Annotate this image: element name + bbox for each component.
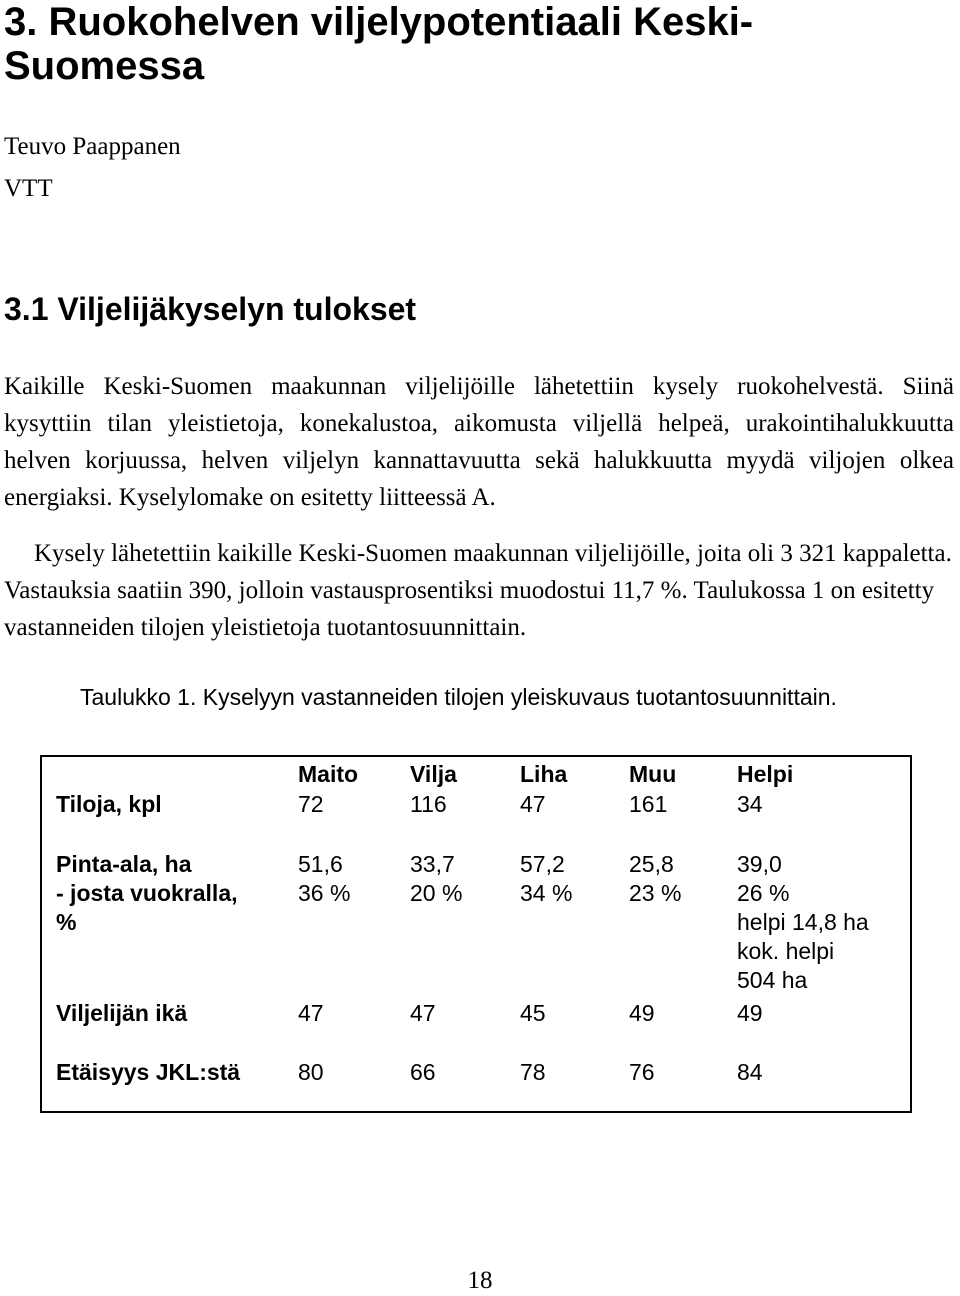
table-cell: 34: [737, 791, 763, 817]
table-cell: 49: [737, 1000, 763, 1026]
table-cell: 80: [298, 1059, 324, 1085]
row-label-pinta-ala: [56, 850, 238, 937]
table-cell: [520, 850, 572, 908]
cell-line: 33,7: [410, 851, 455, 877]
table-cell: [737, 850, 869, 995]
paragraph-response: Kysely lähetettiin kaikille Keski-Suomen maakunnan viljelijöille, joita oli 3 321 kappaletta. Vastauksia saatiin 390, jolloin vastausprosentiksi muodostui 11,7 %. Taulukossa 1 on esitetty vastanneiden tilojen yleistietoja tuotantosuunnittain.: [4, 540, 952, 641]
column-header-liha: Liha: [520, 761, 568, 787]
cell-line: 20 %: [410, 880, 463, 906]
cell-line: 36 %: [298, 880, 351, 906]
table-cell: 161: [629, 791, 668, 817]
table-cell: 47: [410, 1000, 436, 1026]
page-number: 18: [467, 1267, 493, 1294]
cell-line: 34 %: [520, 880, 573, 906]
paragraph-intro: Kaikille Keski-Suomen maakunnan viljelijöille lähetettiin kysely ruokohelvestä. Siinä kysyttiin tilan yleistietoja, konekalustoa, aikomusta viljellä helpeä, urakointihalukkuutta helven korjuussa, helven viljelyn kannattavuutta sekä halukkuutta myydä viljojen olkea energiaksi. Kyselylomake on esitetty liitteessä A.: [4, 373, 954, 511]
author-organization: VTT: [4, 175, 53, 202]
table-cell: [410, 850, 462, 908]
table-cell: 66: [410, 1059, 436, 1085]
row-label-line: - josta vuokralla,: [56, 880, 238, 906]
cell-line: 51,6: [298, 851, 343, 877]
row-label-etaisyys: Etäisyys JKL:stä: [56, 1059, 241, 1085]
cell-line: kok. helpi: [737, 938, 835, 964]
column-header-vilja: Vilja: [410, 761, 457, 787]
table-cell: 49: [629, 1000, 655, 1026]
table-cell: 47: [298, 1000, 324, 1026]
column-header-helpi: Helpi: [737, 761, 794, 787]
table-cell: 116: [410, 791, 447, 817]
row-label-line: Pinta-ala, ha: [56, 851, 192, 877]
cell-line: 39,0: [737, 851, 782, 877]
row-label-line: %: [56, 909, 77, 935]
table-cell: 78: [520, 1059, 546, 1085]
section-title: 3.1 Viljelijäkyselyn tulokset: [4, 291, 417, 327]
table-cell: 76: [629, 1059, 655, 1085]
cell-line: 57,2: [520, 851, 565, 877]
cell-line: 25,8: [629, 851, 674, 877]
cell-line: 23 %: [629, 880, 682, 906]
table-cell: 45: [520, 1000, 546, 1026]
row-label-tiloja: Tiloja, kpl: [56, 791, 162, 817]
table-cell: 47: [520, 791, 546, 817]
column-header-maito: Maito: [298, 761, 359, 787]
cell-line: 26 %: [737, 880, 790, 906]
table-cell: [298, 850, 350, 908]
table-caption: Taulukko 1. Kyselyyn vastanneiden tilojen yleiskuvaus tuotantosuunnittain.: [80, 684, 837, 710]
page-title: 3. Ruokohelven viljelypotentiaali Keski-Suomessa: [4, 0, 754, 88]
column-header-muu: Muu: [629, 761, 677, 787]
table-cell: 84: [737, 1059, 763, 1085]
cell-line: 504 ha: [737, 967, 808, 993]
row-label-viljelijan-ika: Viljelijän ikä: [56, 1000, 188, 1026]
table-cell: [629, 850, 681, 908]
author-name: Teuvo Paappanen: [4, 133, 181, 160]
cell-line: helpi 14,8 ha: [737, 909, 869, 935]
data-table: [40, 755, 912, 1113]
table-cell: 72: [298, 791, 324, 817]
